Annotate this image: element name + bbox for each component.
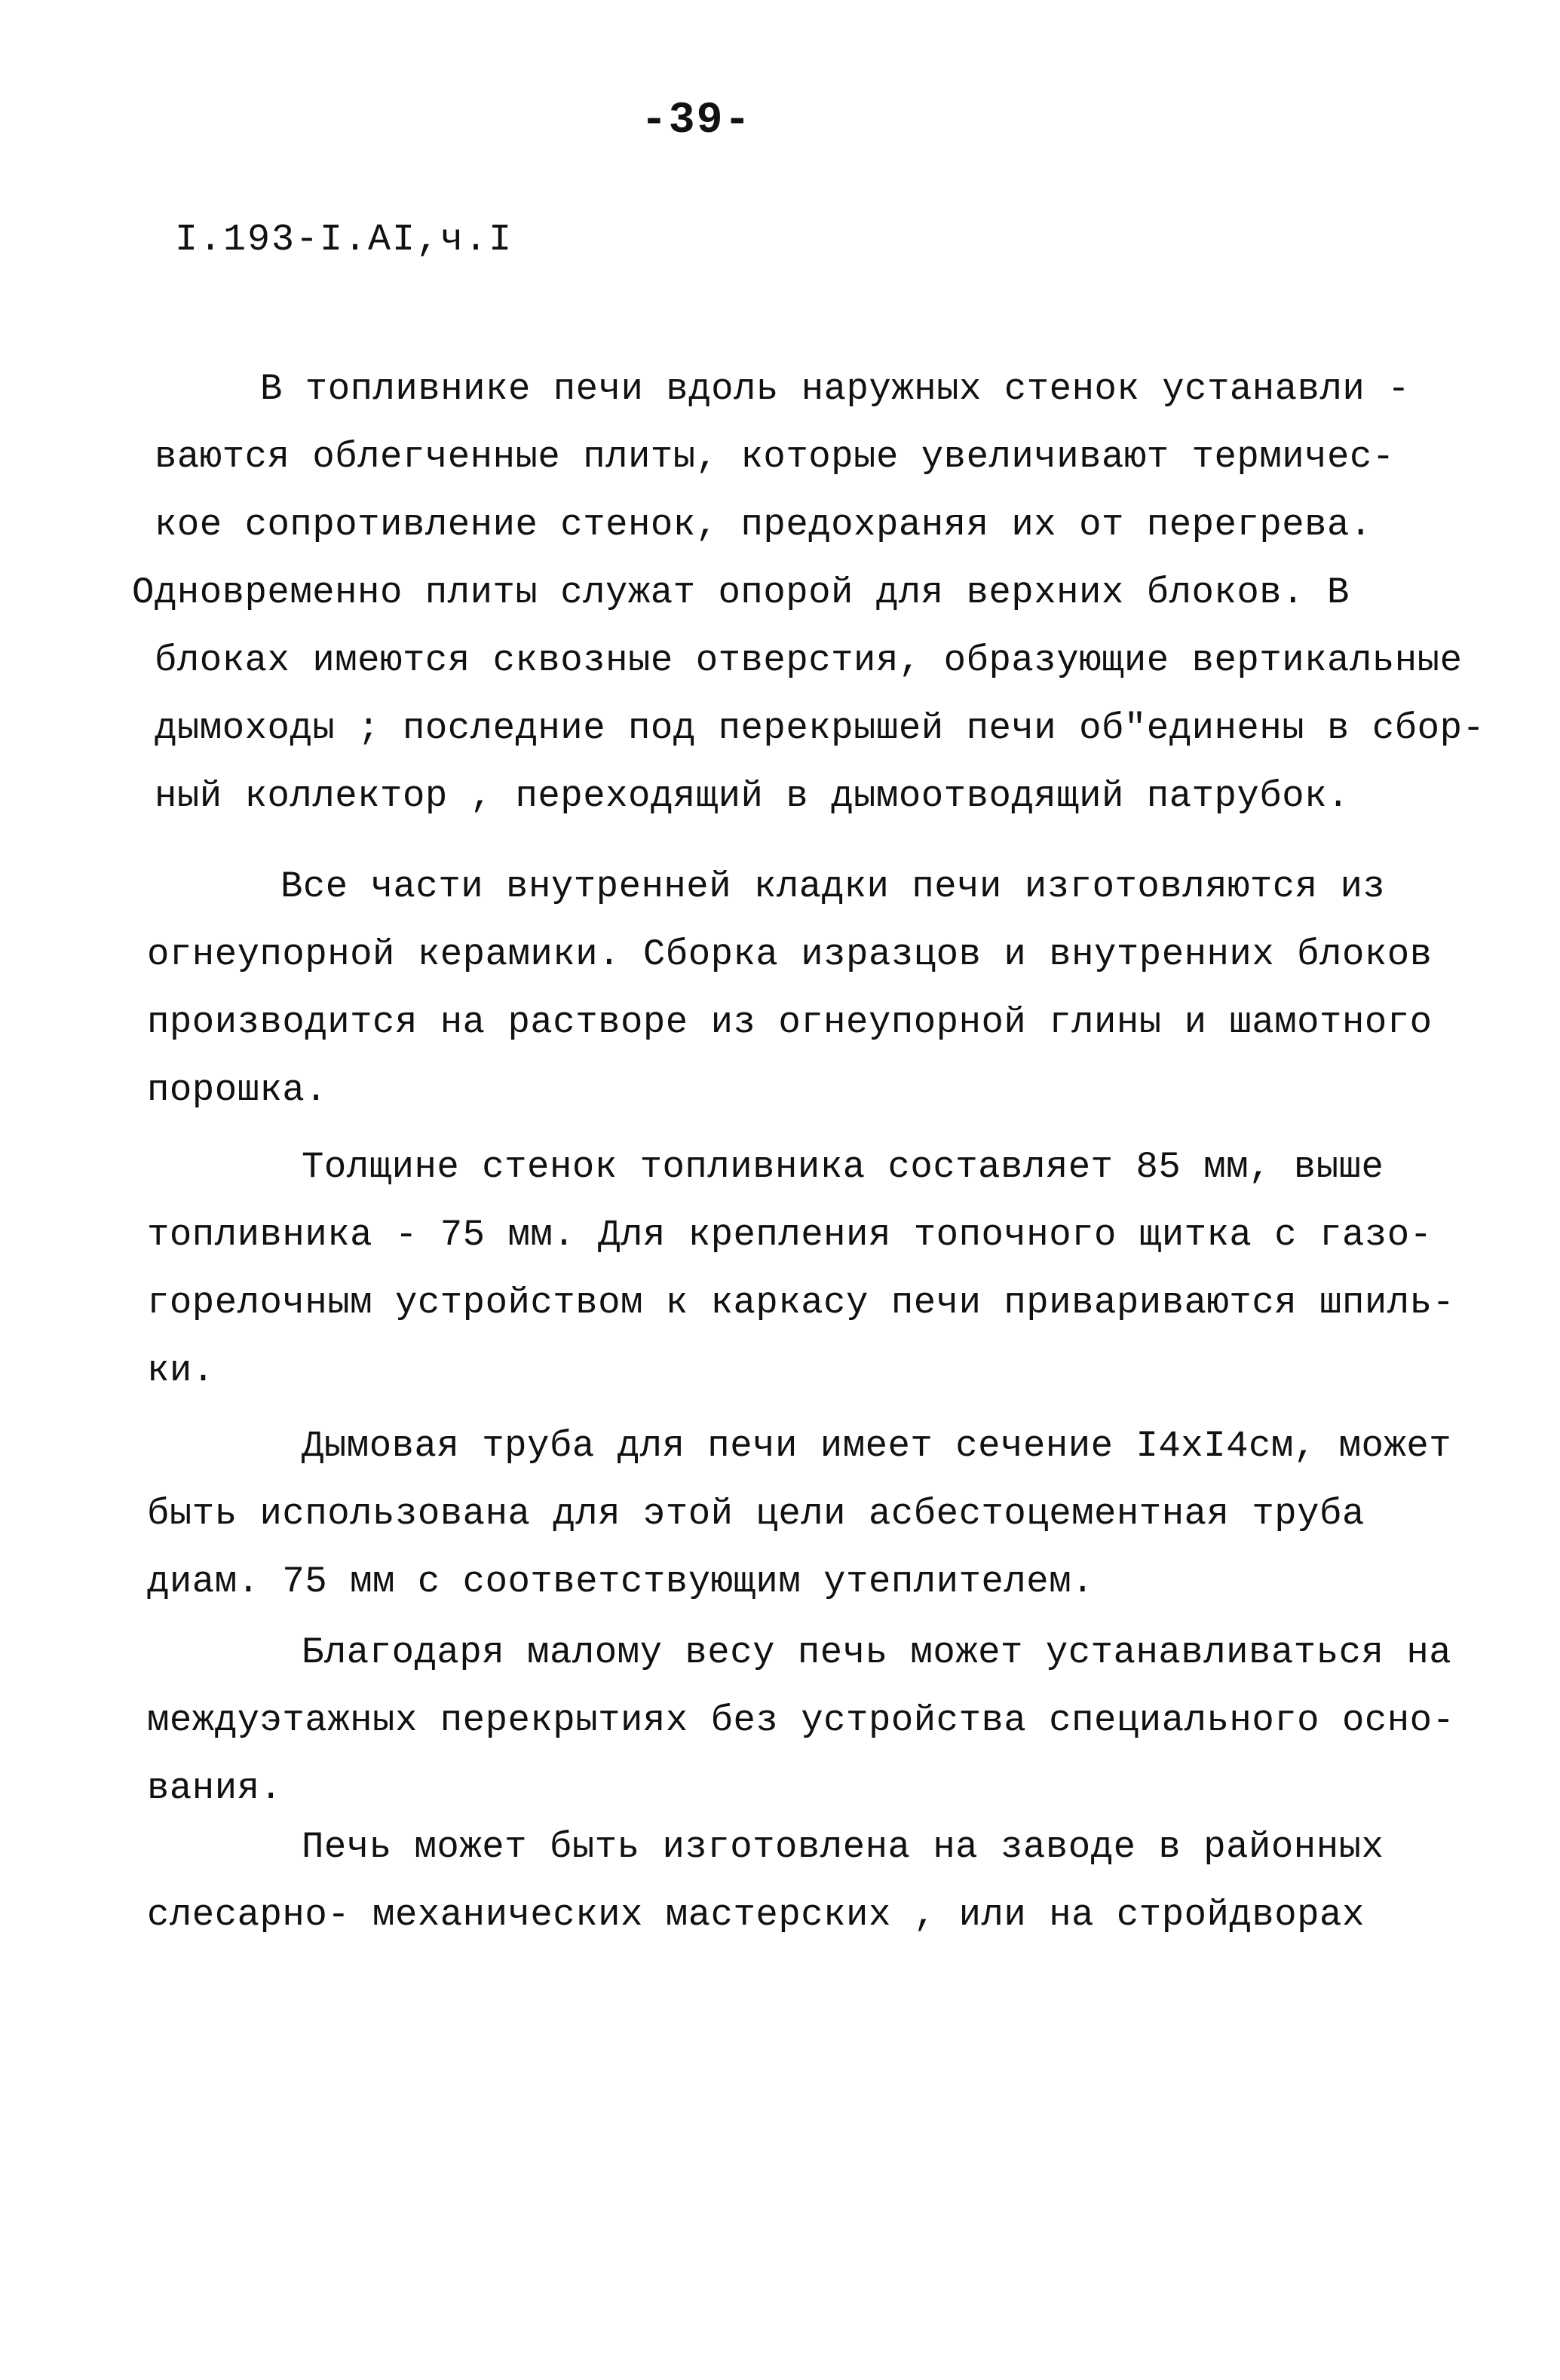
document-code: I.193-I.AI,ч.I [175, 219, 513, 262]
text-line: В топливнике печи вдоль наружных стенок устанавли - [260, 368, 1411, 410]
text-line: огнеупорной керамики. Сборка изразцов и внутренних блоков [147, 933, 1433, 976]
text-line: диам. 75 мм с соответствующим утеплителем. [147, 1561, 1095, 1603]
text-line: горелочным устройством к каркасу печи привариваются шпиль- [147, 1282, 1455, 1324]
text-line: топливника - 75 мм. Для крепления топочного щитка с газо- [147, 1214, 1433, 1256]
text-line: Благодаря малому весу печь может устанавливаться на [302, 1631, 1452, 1674]
text-line: междуэтажных перекрытиях без устройства специального осно- [147, 1699, 1455, 1741]
text-line: ваются облегченные плиты, которые увеличивают термичес- [155, 436, 1395, 478]
text-line: Толщине стенок топливника составляет 85 мм, выше [302, 1146, 1384, 1188]
text-line: дымоходы ; последние под перекрышей печи об"единены в сбор- [155, 707, 1485, 749]
text-line: Одновременно плиты служат опорой для верхних блоков. В [132, 571, 1350, 614]
page-number: -39- [641, 96, 752, 145]
text-line: блоках имеются сквозные отверстия, образующие вертикальные [155, 639, 1463, 682]
text-line: вания. [147, 1767, 283, 1809]
text-line: быть использована для этой цели асбестоцементная труба [147, 1493, 1365, 1535]
text-line: Все части внутренней кладки печи изготовляются из [280, 865, 1386, 908]
text-line: порошка. [147, 1069, 328, 1111]
text-line: Печь может быть изготовлена на заводе в районных [302, 1826, 1384, 1868]
text-line: ный коллектор , переходящий в дымоотводящий патрубок. [155, 775, 1350, 817]
text-line: ки. [147, 1349, 215, 1392]
text-line: кое сопротивление стенок, предохраняя их от перегрева. [155, 504, 1372, 546]
text-line: слесарно- механических мастерских , или на стройдворах [147, 1894, 1365, 1936]
text-line: Дымовая труба для печи имеет сечение I4xI4см, может [302, 1425, 1452, 1467]
text-line: производится на растворе из огнеупорной глины и шамотного [147, 1001, 1433, 1043]
